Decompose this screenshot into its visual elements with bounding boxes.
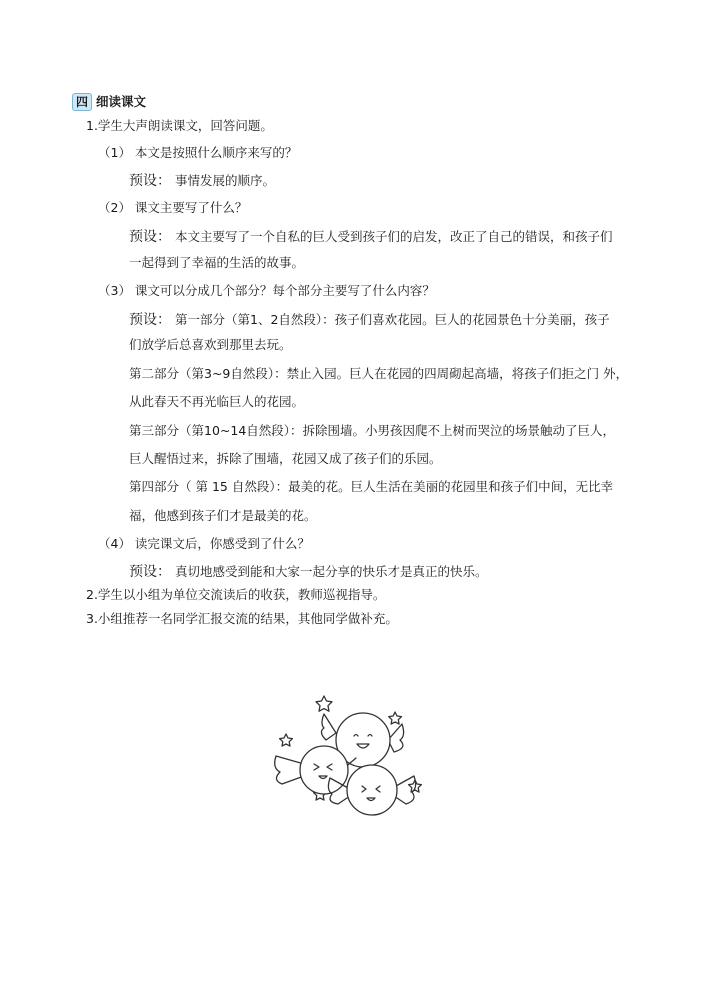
item-2: 2.学生以小组为单位交流读后的收获，教师巡视指导。 xyxy=(86,587,386,602)
answer-3-line-2: 们放学后总喜欢到那里去玩。 xyxy=(129,337,292,352)
answer-2-prefix: 预设： xyxy=(129,229,171,245)
section-title: 细读课文 xyxy=(96,94,147,109)
answer-4-prefix: 预设： xyxy=(129,564,171,580)
question-3: （3） 课文可以分成几个部分？每个部分主要写了什么内容？ xyxy=(98,283,435,298)
answer-3-text: 第一部分（第1、2自然段）：孩子们喜欢花园。巨人的花园景色十分美丽，孩子 xyxy=(175,312,610,327)
star-icon xyxy=(280,734,293,746)
answer-3-line-1 xyxy=(129,312,610,328)
answer-1-prefix: 预设： xyxy=(129,173,171,189)
answer-3-line-5: 第三部分（第10~14自然段）：拆除围墙。小男孩因爬不上树而哭泣的场景触动了巨人， xyxy=(129,423,616,438)
answer-1 xyxy=(129,173,275,189)
question-4: （4） 读完课文后，你感受到了什么？ xyxy=(98,536,310,551)
answer-4 xyxy=(129,564,488,580)
answer-3-line-4: 从此春天不再光临巨人的花园。 xyxy=(129,394,305,409)
question-1: （1） 本文是按照什么顺序来写的？ xyxy=(98,145,298,160)
answer-3-line-3: 第二部分（第3~9自然段）：禁止入园。巨人在花园的四周砌起高墙，将孩子们拒之门 外， xyxy=(129,366,629,381)
answer-3-prefix: 预设： xyxy=(129,312,171,328)
answer-2-text: 本文主要写了一个自私的巨人受到孩子们的启发，改正了自己的错误，和孩子们 xyxy=(175,229,613,244)
answer-3-line-6: 巨人醒悟过来，拆除了围墙，花园又成了孩子们的乐园。 xyxy=(129,451,442,466)
star-icon xyxy=(316,696,332,711)
answer-2-line-1 xyxy=(129,229,613,245)
answer-1-text: 事情发展的顺序。 xyxy=(175,173,276,188)
question-2: （2） 课文主要写了什么？ xyxy=(98,200,248,215)
item-1: 1.学生大声朗读课文，回答问题。 xyxy=(86,118,273,133)
answer-3-line-8: 福，他感到孩子们才是最美的花。 xyxy=(129,508,317,523)
answer-4-text: 真切地感受到能和大家一起分享的快乐才是真正的快乐。 xyxy=(175,564,488,579)
star-icon xyxy=(389,712,402,724)
smiling-candies-illustration xyxy=(268,688,430,818)
answer-3-line-7: 第四部分（ 第 15 自然段）：最美的花。巨人生活在美丽的花园里和孩子们中间，无比幸 xyxy=(129,479,614,494)
answer-2-line-2: 一起得到了幸福的生活的故事。 xyxy=(129,255,305,270)
section-badge: 四 xyxy=(72,93,92,111)
item-3: 3.小组推荐一名同学汇报交流的结果，其他同学做补充。 xyxy=(86,611,398,626)
